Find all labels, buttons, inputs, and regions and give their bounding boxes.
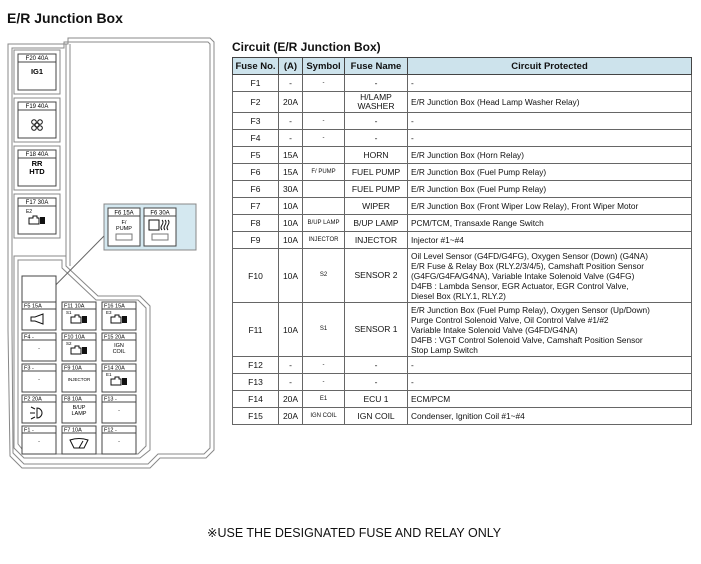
circuit-cell: E/R Junction Box (Horn Relay) [408,147,692,164]
mini-fuse-label: F5 15A [24,303,42,310]
fuse-name-cell: ECU 1 [345,391,408,408]
circuit-cell: Oil Level Sensor (G4FD/G4FG), Oxygen Sensor (Down) (G4NA) E/R Fuse & Relay Box (RLY.2/3/4/5), Camshaft Position Sensor (G4FG/G4FA/G4NA), Variable Intake Solenoid Valve (G4FG) D4FB : Lambda Sensor, EGR Actuator, EGR Control Valve, Diesel Box (RLY.1, RLY.2) [408,249,692,303]
circuit-cell: Condenser, Ignition Coil #1~#4 [408,408,692,425]
symbol-cell: S1 [303,303,345,357]
fuse-no-cell: F6 [233,164,279,181]
mini-fuse-label: F15 20A [104,334,125,341]
mini-fuse-text: E3 [106,310,112,315]
mini-fuse [22,395,56,423]
circuit-cell: - [408,130,692,147]
fuse-name-cell: H/LAMP WASHER [345,92,408,113]
header-circuit: Circuit Protected [408,58,692,75]
circuit-cell: ECM/PCM [408,391,692,408]
amp-cell: 20A [279,408,303,425]
circuit-cell: PCM/TCM, Transaxle Range Switch [408,215,692,232]
symbol-cell [303,181,345,198]
circuit-cell: E/R Junction Box (Head Lamp Washer Relay) [408,92,692,113]
mini-fuse [102,426,136,454]
large-fuse-text: IG1 [30,67,44,76]
fuse-no-cell: F8 [233,215,279,232]
pump-fuse-text: F/ [121,220,127,226]
mini-fuse [102,333,136,361]
header-amp: (A) [279,58,303,75]
mini-fuse-text: IGN [114,343,124,349]
mini-fuse-label: F16 15A [104,303,125,310]
mini-fuse [62,395,96,423]
fuse-no-cell: F1 [233,75,279,92]
fuse-name-cell: FUEL PUMP [345,181,408,198]
amp-cell: - [279,113,303,130]
table-row [233,92,692,113]
header-symbol: Symbol [303,58,345,75]
mini-fuse-text: - [118,439,120,445]
amp-cell: 10A [279,198,303,215]
mini-fuse-text: E1 [106,372,112,377]
mini-fuse-text: - [38,346,40,352]
fuse-name-cell: FUEL PUMP [345,164,408,181]
junction-box-diagram [0,30,226,480]
fuse-name-cell: - [345,357,408,374]
large-fuse-label: F17 30A [25,200,49,206]
symbol-cell: IGN COIL [303,408,345,425]
fuse-no-cell: F14 [233,391,279,408]
mini-fuse-label: F1 - [24,427,34,434]
mini-fuse-text: COIL [112,349,126,355]
fuse-name-cell: - [345,130,408,147]
pump-fuse-label: F6 15A [114,210,134,217]
mini-fuse [22,426,56,454]
large-fuse [14,50,60,94]
symbol-cell: F/ PUMP [303,164,345,181]
mini-fuse [62,426,96,454]
table-row [233,113,692,130]
symbol-cell: E1 [303,391,345,408]
amp-cell: 10A [279,215,303,232]
amp-cell: - [279,130,303,147]
fuse-name-cell: - [345,75,408,92]
fuse-no-cell: F7 [233,198,279,215]
symbol-cell: S2 [303,249,345,303]
circuit-cell: - [408,113,692,130]
mini-fuse-label: F12 - [104,427,117,434]
fuse-name-cell: SENSOR 1 [345,303,408,357]
table-row [233,232,692,249]
large-fuse-text: HTD [29,167,45,176]
mini-fuse [62,333,96,361]
table-row [233,391,692,408]
mini-fuse-label: F4 - [24,334,34,341]
fuse-no-cell: F13 [233,374,279,391]
amp-cell: 10A [279,249,303,303]
mini-fuse-text: LAMP [71,411,87,417]
circuit-title: Circuit (E/R Junction Box) [232,40,381,54]
mini-fuse-text: S1 [66,310,72,315]
large-fuse-text: RR [31,159,43,168]
amp-cell: 30A [279,181,303,198]
mini-fuse [102,364,136,392]
fuse-name-cell: WIPER [345,198,408,215]
mini-fuse-label: F9 10A [64,365,82,372]
fuse-no-cell: F9 [233,232,279,249]
table-row [233,215,692,232]
large-fuse-label: F19 40A [25,104,49,110]
mini-fuse-text: S2 [66,341,72,346]
table-row [233,75,692,92]
mini-fuse-label: F8 10A [64,396,82,403]
symbol-cell: - [303,130,345,147]
symbol-cell: INJECTOR [303,232,345,249]
circuit-cell: E/R Junction Box (Front Wiper Low Relay), Front Wiper Motor [408,198,692,215]
amp-cell: 10A [279,232,303,249]
circuit-cell: - [408,357,692,374]
table-row [233,147,692,164]
pump-fuse [108,208,140,246]
mini-fuse-label: F2 20A [24,396,42,403]
table-row [233,357,692,374]
large-fuse-text: E2 [25,209,33,215]
large-fuse-label: F20 40A [25,56,49,62]
table-row [233,374,692,391]
mini-fuse-text: INJECTOR [67,377,91,382]
symbol-cell [303,147,345,164]
fuse-name-cell: INJECTOR [345,232,408,249]
circuit-cell: - [408,75,692,92]
amp-cell: - [279,357,303,374]
mini-fuse [22,364,56,392]
circuit-cell: E/R Junction Box (Fuel Pump Relay), Oxygen Sensor (Up/Down) Purge Control Solenoid Valve, Oil Control Valve #1/#2 Variable Intake Solenoid Valve (G4FD/G4NA) D4FB : VGT Control Solenoid Valve, Camshaft Position Sensor Stop Lamp Switch [408,303,692,357]
mini-fuse [22,302,56,330]
symbol-cell: - [303,374,345,391]
amp-cell: - [279,75,303,92]
fuse-name-cell: IGN COIL [345,408,408,425]
fuse-no-cell: F11 [233,303,279,357]
mini-fuse [62,302,96,330]
table-row [233,130,692,147]
symbol-cell: B/UP LAMP [303,215,345,232]
mini-fuse [102,302,136,330]
mini-fuse-text: B/UP [72,405,86,411]
mini-fuse-text: - [38,439,40,445]
fuse-no-cell: F10 [233,249,279,303]
pump-fuse [144,208,176,246]
table-row [233,164,692,181]
mini-fuse-label: F3 - [24,365,34,372]
mini-fuse [62,364,96,392]
table-row [233,181,692,198]
amp-cell: 15A [279,147,303,164]
table-row [233,303,692,357]
mini-fuse-label: F14 20A [104,365,125,372]
fuse-table [232,57,692,425]
large-fuse [14,146,60,190]
fuse-no-cell: F5 [233,147,279,164]
amp-cell: 20A [279,92,303,113]
fuse-name-cell: HORN [345,147,408,164]
mini-fuse-label: F11 10A [64,303,85,310]
fuse-no-cell: F12 [233,357,279,374]
header-fuse-name: Fuse Name [345,58,408,75]
mini-fuse-label: F13 - [104,396,117,403]
symbol-cell [303,92,345,113]
mini-fuse-label: F7 10A [64,427,82,434]
header-fuse-no: Fuse No. [233,58,279,75]
mini-fuse-text: - [38,377,40,383]
fuse-no-cell: F3 [233,113,279,130]
fuse-name-cell: - [345,113,408,130]
table-header-row [233,58,692,75]
circuit-cell: E/R Junction Box (Fuel Pump Relay) [408,164,692,181]
fuse-name-cell: SENSOR 2 [345,249,408,303]
fuse-no-cell: F2 [233,92,279,113]
circuit-cell: E/R Junction Box (Fuel Pump Relay) [408,181,692,198]
amp-cell: 20A [279,391,303,408]
amp-cell: 10A [279,303,303,357]
pump-fuse-label: F6 30A [150,210,170,217]
fuse-no-cell: F6 [233,181,279,198]
table-row [233,408,692,425]
mini-fuse [102,395,136,423]
fuse-no-cell: F4 [233,130,279,147]
pump-fuse-text: PUMP [116,226,132,232]
symbol-cell [303,198,345,215]
symbol-cell: - [303,357,345,374]
mini-fuse-label: F10 10A [64,334,85,341]
amp-cell: - [279,374,303,391]
mini-fuse-text: - [118,408,120,414]
table-row [233,198,692,215]
fuse-name-cell: B/UP LAMP [345,215,408,232]
page-title: E/R Junction Box [7,10,123,26]
amp-cell: 15A [279,164,303,181]
symbol-cell: - [303,75,345,92]
mini-fuse [22,333,56,361]
footer-note: ※USE THE DESIGNATED FUSE AND RELAY ONLY [207,526,502,540]
symbol-cell: - [303,113,345,130]
large-fuse-label: F18 40A [25,152,49,158]
fuse-no-cell: F15 [233,408,279,425]
large-fuse [14,194,60,238]
circuit-cell: - [408,374,692,391]
fuse-name-cell: - [345,374,408,391]
table-row [233,249,692,303]
circuit-cell: Injector #1~#4 [408,232,692,249]
large-fuse [14,98,60,142]
